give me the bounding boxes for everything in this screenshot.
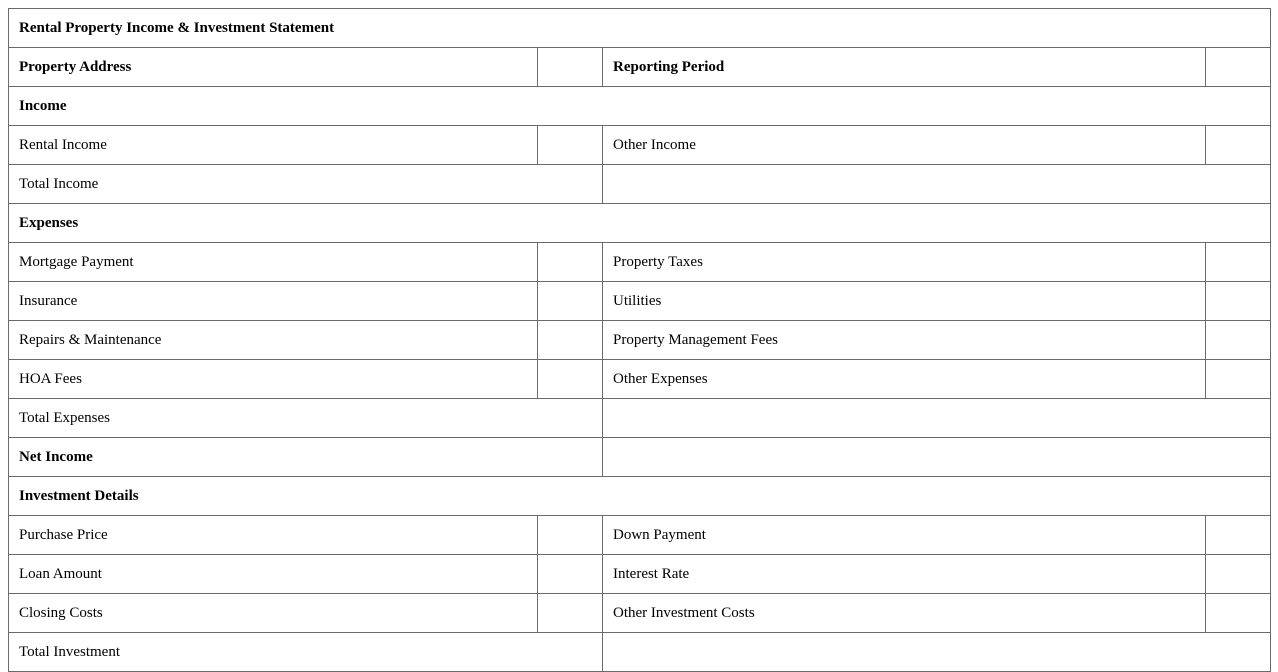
down-payment-label: Down Payment: [603, 516, 1206, 555]
reporting-period-field[interactable]: [1206, 48, 1271, 87]
table-row: [9, 360, 1271, 399]
table-row: [9, 126, 1271, 165]
net-income-label: Net Income: [9, 438, 603, 477]
repairs-maintenance-label: Repairs & Maintenance: [9, 321, 538, 360]
table-row: [9, 516, 1271, 555]
total-income-row: [9, 165, 1271, 204]
total-investment-row: [9, 633, 1271, 672]
table-row: [9, 555, 1271, 594]
income-heading-row: [9, 87, 1271, 126]
other-expenses-field[interactable]: [1206, 360, 1271, 399]
property-taxes-field[interactable]: [1206, 243, 1271, 282]
property-address-label: Property Address: [9, 48, 538, 87]
property-address-field[interactable]: [538, 48, 603, 87]
statement-sheet: [8, 8, 1270, 672]
closing-costs-field[interactable]: [538, 594, 603, 633]
investment-heading: Investment Details: [9, 477, 1271, 516]
reporting-period-label: Reporting Period: [603, 48, 1206, 87]
down-payment-field[interactable]: [1206, 516, 1271, 555]
insurance-field[interactable]: [538, 282, 603, 321]
net-income-row: [9, 438, 1271, 477]
investment-heading-row: [9, 477, 1271, 516]
header-row: [9, 48, 1271, 87]
property-taxes-label: Property Taxes: [603, 243, 1206, 282]
table-row: [9, 282, 1271, 321]
mortgage-payment-label: Mortgage Payment: [9, 243, 538, 282]
statement-title: Rental Property Income & Investment Statement: [9, 9, 1271, 48]
income-heading: Income: [9, 87, 1271, 126]
other-investment-costs-field[interactable]: [1206, 594, 1271, 633]
loan-amount-label: Loan Amount: [9, 555, 538, 594]
other-income-field[interactable]: [1206, 126, 1271, 165]
purchase-price-label: Purchase Price: [9, 516, 538, 555]
insurance-label: Insurance: [9, 282, 538, 321]
utilities-field[interactable]: [1206, 282, 1271, 321]
total-expenses-field[interactable]: [603, 399, 1271, 438]
net-income-field[interactable]: [603, 438, 1271, 477]
repairs-maintenance-field[interactable]: [538, 321, 603, 360]
purchase-price-field[interactable]: [538, 516, 603, 555]
total-expenses-label: Total Expenses: [9, 399, 603, 438]
total-expenses-row: [9, 399, 1271, 438]
table-row: [9, 321, 1271, 360]
other-expenses-label: Other Expenses: [603, 360, 1206, 399]
total-investment-field[interactable]: [603, 633, 1271, 672]
rental-income-field[interactable]: [538, 126, 603, 165]
table-row: [9, 594, 1271, 633]
other-investment-costs-label: Other Investment Costs: [603, 594, 1206, 633]
title-row: [9, 9, 1271, 48]
property-management-fees-field[interactable]: [1206, 321, 1271, 360]
mortgage-payment-field[interactable]: [538, 243, 603, 282]
total-investment-label: Total Investment: [9, 633, 603, 672]
statement-table: [8, 8, 1271, 672]
hoa-fees-field[interactable]: [538, 360, 603, 399]
loan-amount-field[interactable]: [538, 555, 603, 594]
table-row: [9, 243, 1271, 282]
total-income-field[interactable]: [603, 165, 1271, 204]
expenses-heading-row: [9, 204, 1271, 243]
interest-rate-field[interactable]: [1206, 555, 1271, 594]
property-management-fees-label: Property Management Fees: [603, 321, 1206, 360]
total-income-label: Total Income: [9, 165, 603, 204]
closing-costs-label: Closing Costs: [9, 594, 538, 633]
rental-income-label: Rental Income: [9, 126, 538, 165]
utilities-label: Utilities: [603, 282, 1206, 321]
hoa-fees-label: HOA Fees: [9, 360, 538, 399]
interest-rate-label: Interest Rate: [603, 555, 1206, 594]
expenses-heading: Expenses: [9, 204, 1271, 243]
other-income-label: Other Income: [603, 126, 1206, 165]
